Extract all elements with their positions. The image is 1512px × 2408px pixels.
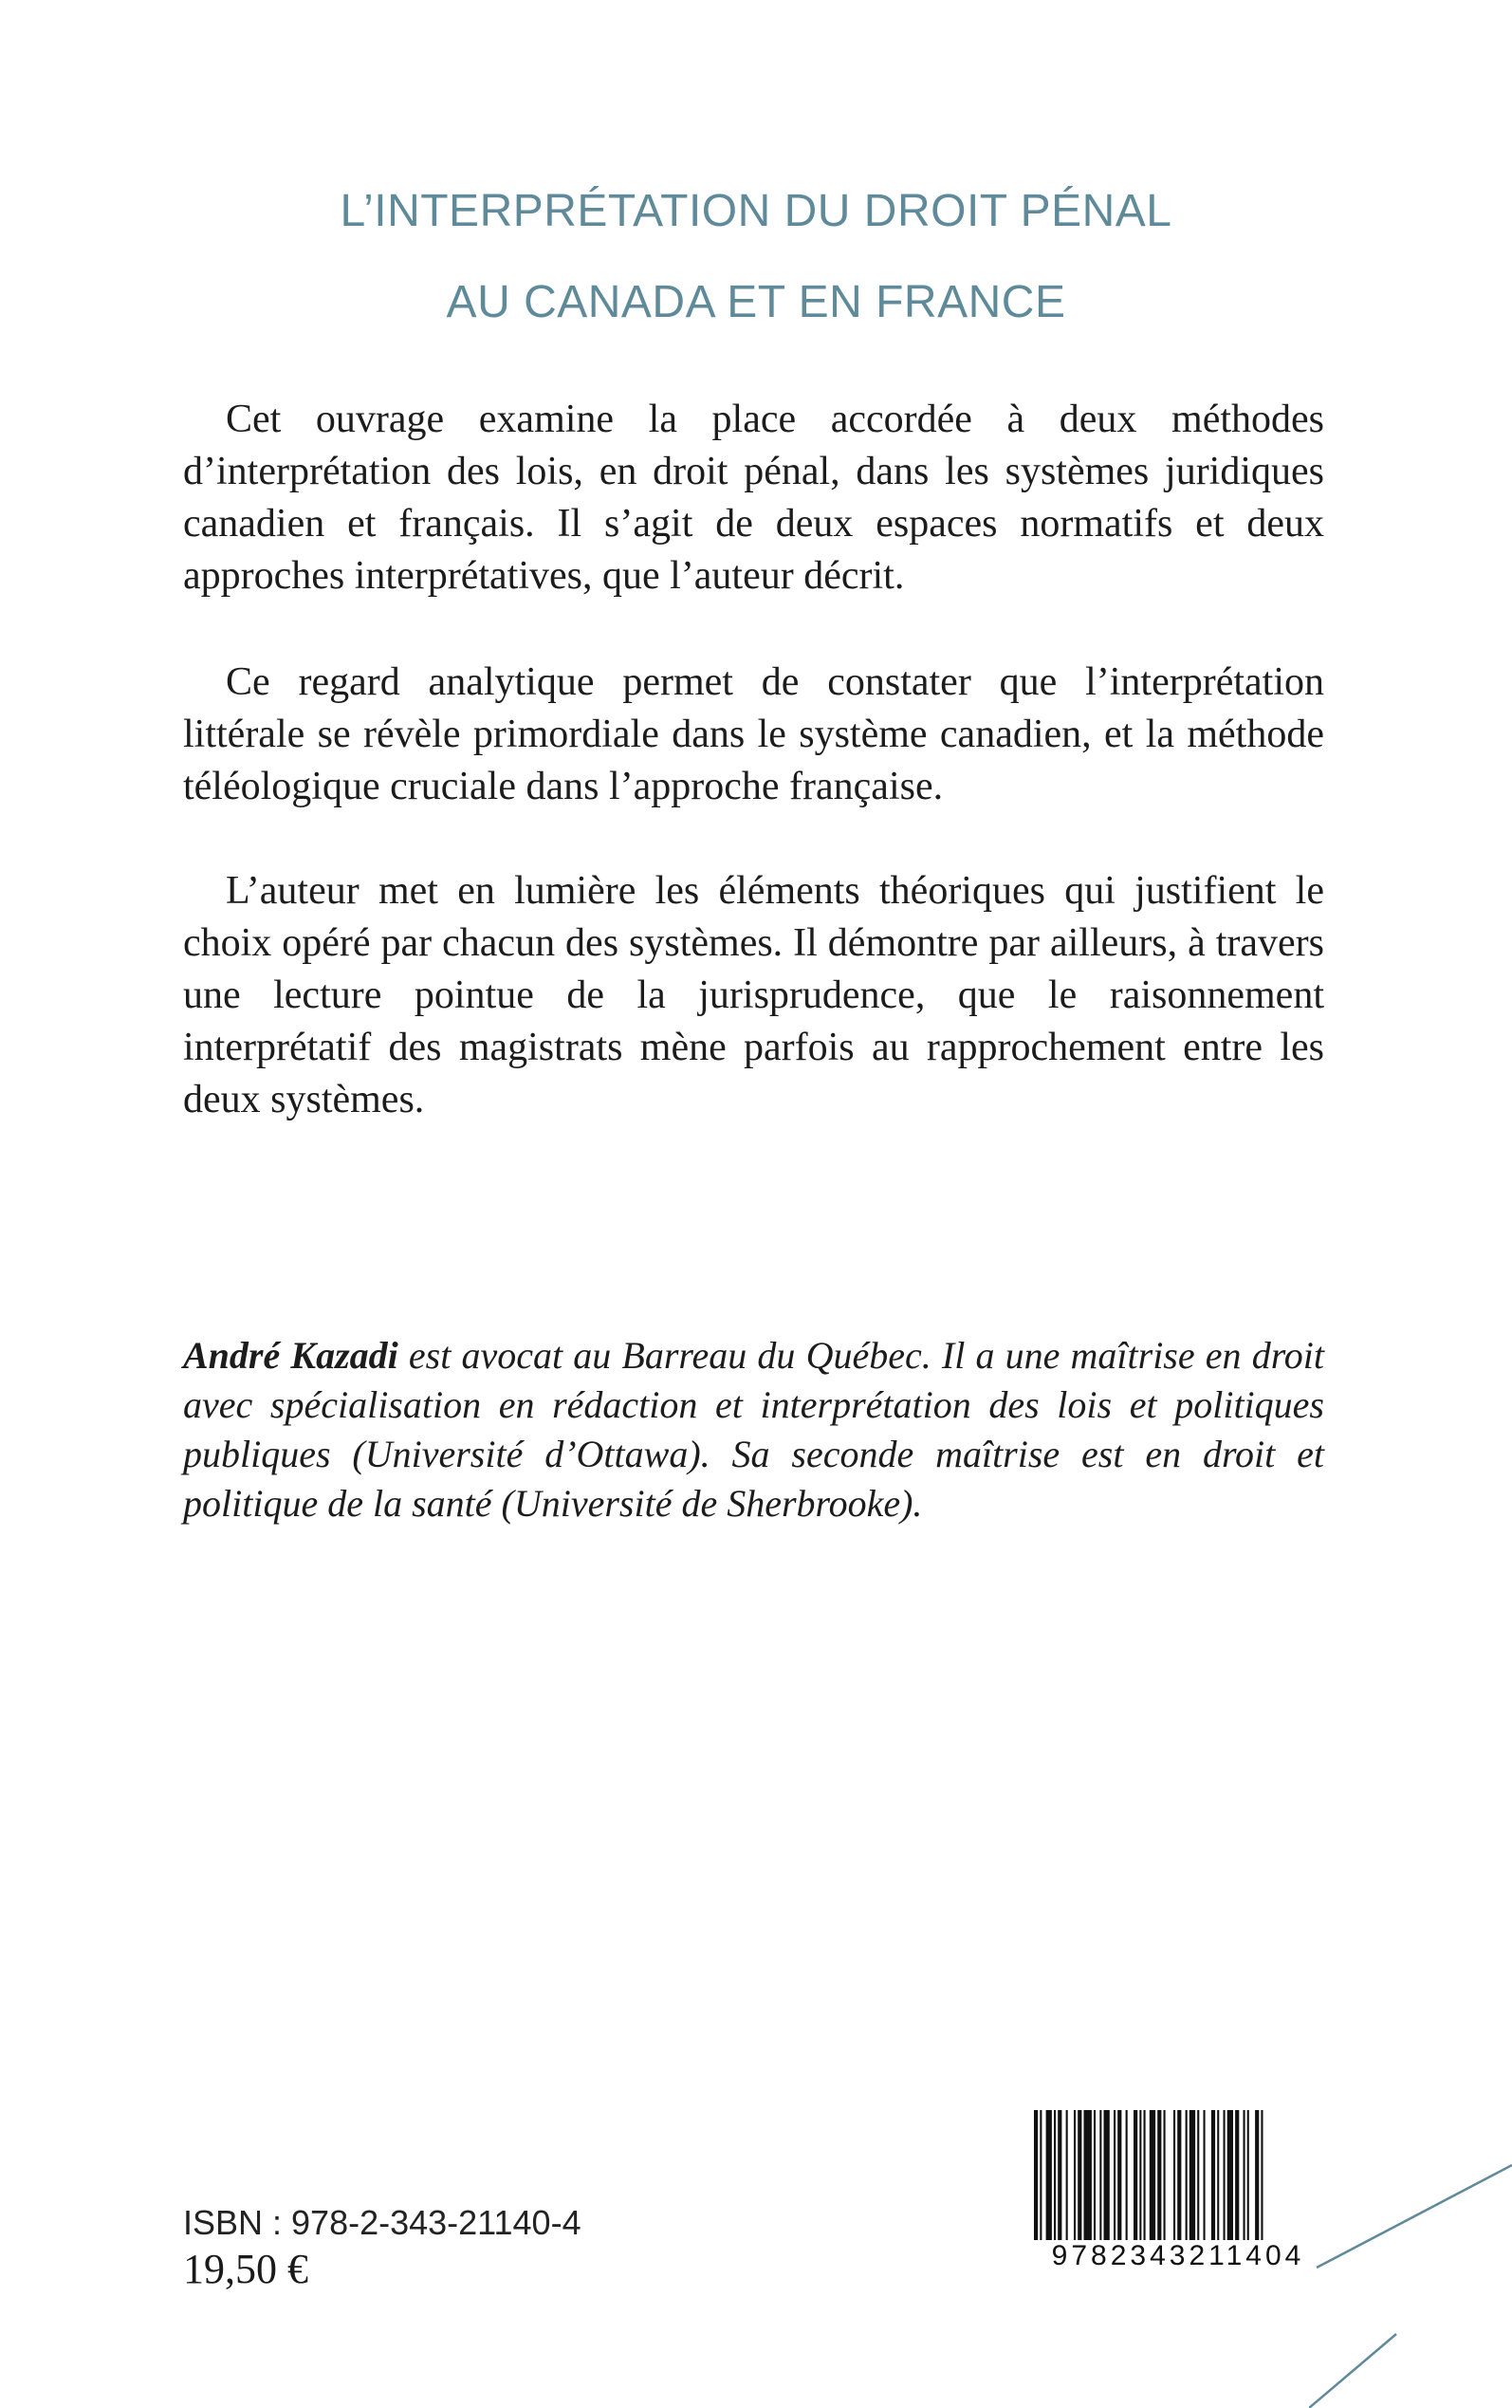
barcode-bar xyxy=(1186,2110,1188,2241)
barcode-bar xyxy=(1157,2110,1161,2241)
barcode-bar xyxy=(1247,2110,1249,2241)
book-title-line-1: L’INTERPRÉTATION DU DROIT PÉNAL xyxy=(340,186,1172,236)
summary-paragraph-2-text: Ce regard analytique permet de constater que l’interprétation littérale se révèle primordiale dans le système canadien, et la méthode téléologique cruciale dans l’approche française. xyxy=(183,660,1324,808)
summary-paragraph-3 xyxy=(183,865,1324,1126)
barcode-bar xyxy=(1217,2110,1219,2241)
barcode-bar xyxy=(1173,2110,1175,2241)
barcode-bar xyxy=(1099,2110,1101,2241)
barcode-digits: 9782343211404 xyxy=(1030,2240,1326,2272)
barcode-bar xyxy=(1094,2110,1096,2241)
price: 19,50 € xyxy=(183,2246,308,2292)
barcode-bar xyxy=(1227,2110,1233,2241)
barcode-bar xyxy=(1235,2110,1239,2241)
decorative-line-upper xyxy=(1317,2165,1512,2268)
barcode-bar xyxy=(1150,2110,1155,2241)
author-bio xyxy=(183,1331,1324,1528)
barcode-bar xyxy=(1104,2110,1110,2241)
summary-paragraph-1-text: Cet ouvrage examine la place accordée à deux méthodes d’interprétation des lois, en droit pénal, dans les systèmes juridiques canadien et français. Il s’agit de deux espaces normatifs et deux approches interprétatives, que l’auteur décrit. xyxy=(183,398,1324,598)
barcode-bar xyxy=(1054,2110,1056,2241)
barcode-bar xyxy=(1046,2110,1052,2241)
barcode-bar xyxy=(1066,2110,1068,2241)
book-title-line-2: AU CANADA ET EN FRANCE xyxy=(446,277,1066,327)
summary-paragraph-1 xyxy=(183,394,1324,602)
summary-paragraph-3-text: L’auteur met en lumière les éléments théoriques qui justifient le choix opéré par chacun des systèmes. Il démontre par ailleurs, à travers une lecture pointue de la jurisprudence, que le raisonnement interprétatif des magistrats mène parfois au rapprochement entre les deux systèmes. xyxy=(183,869,1324,1121)
barcode-bar xyxy=(1164,2110,1166,2241)
book-title xyxy=(0,166,1512,348)
barcode-bar xyxy=(1261,2110,1263,2252)
author-bio-text: est avocat au Barreau du Québec. Il a une maîtrise en droit avec spécialisation en rédaction et interprétation des lois et politiques publiques (Université d’Ottawa). Sa seconde maîtrise est en droit et politique de la santé (Université de Sherbrooke). xyxy=(183,1334,1324,1525)
barcode-bar xyxy=(1040,2110,1042,2241)
isbn: ISBN : 978-2-343-21140-4 xyxy=(183,2203,581,2242)
barcode-bar xyxy=(1117,2110,1121,2241)
barcode-bar xyxy=(1084,2110,1092,2241)
barcode-bar xyxy=(1244,2110,1245,2241)
summary-paragraph-2 xyxy=(183,657,1324,813)
barcode-bar xyxy=(1255,2110,1259,2241)
barcode-bar xyxy=(1134,2110,1137,2241)
decorative-line-lower xyxy=(1309,2334,1396,2408)
barcode-bar xyxy=(1189,2110,1195,2241)
barcode-bar xyxy=(1224,2110,1226,2241)
barcode-bar xyxy=(1034,2110,1038,2252)
barcode-bar xyxy=(1114,2110,1116,2241)
author-name: André Kazadi xyxy=(183,1334,398,1377)
barcode-bar xyxy=(1058,2110,1061,2241)
barcode-bar xyxy=(1204,2110,1206,2241)
barcode-bar xyxy=(1211,2110,1215,2241)
barcode-bar xyxy=(1126,2110,1128,2241)
barcode-bar xyxy=(1139,2110,1141,2241)
barcode-bar xyxy=(1078,2110,1081,2241)
barcode-bar xyxy=(1197,2110,1199,2241)
barcode-bar xyxy=(1074,2110,1076,2241)
barcode-bar xyxy=(1177,2110,1181,2241)
barcode-bar xyxy=(1144,2110,1146,2241)
decorative-lines xyxy=(1309,1860,1512,2408)
